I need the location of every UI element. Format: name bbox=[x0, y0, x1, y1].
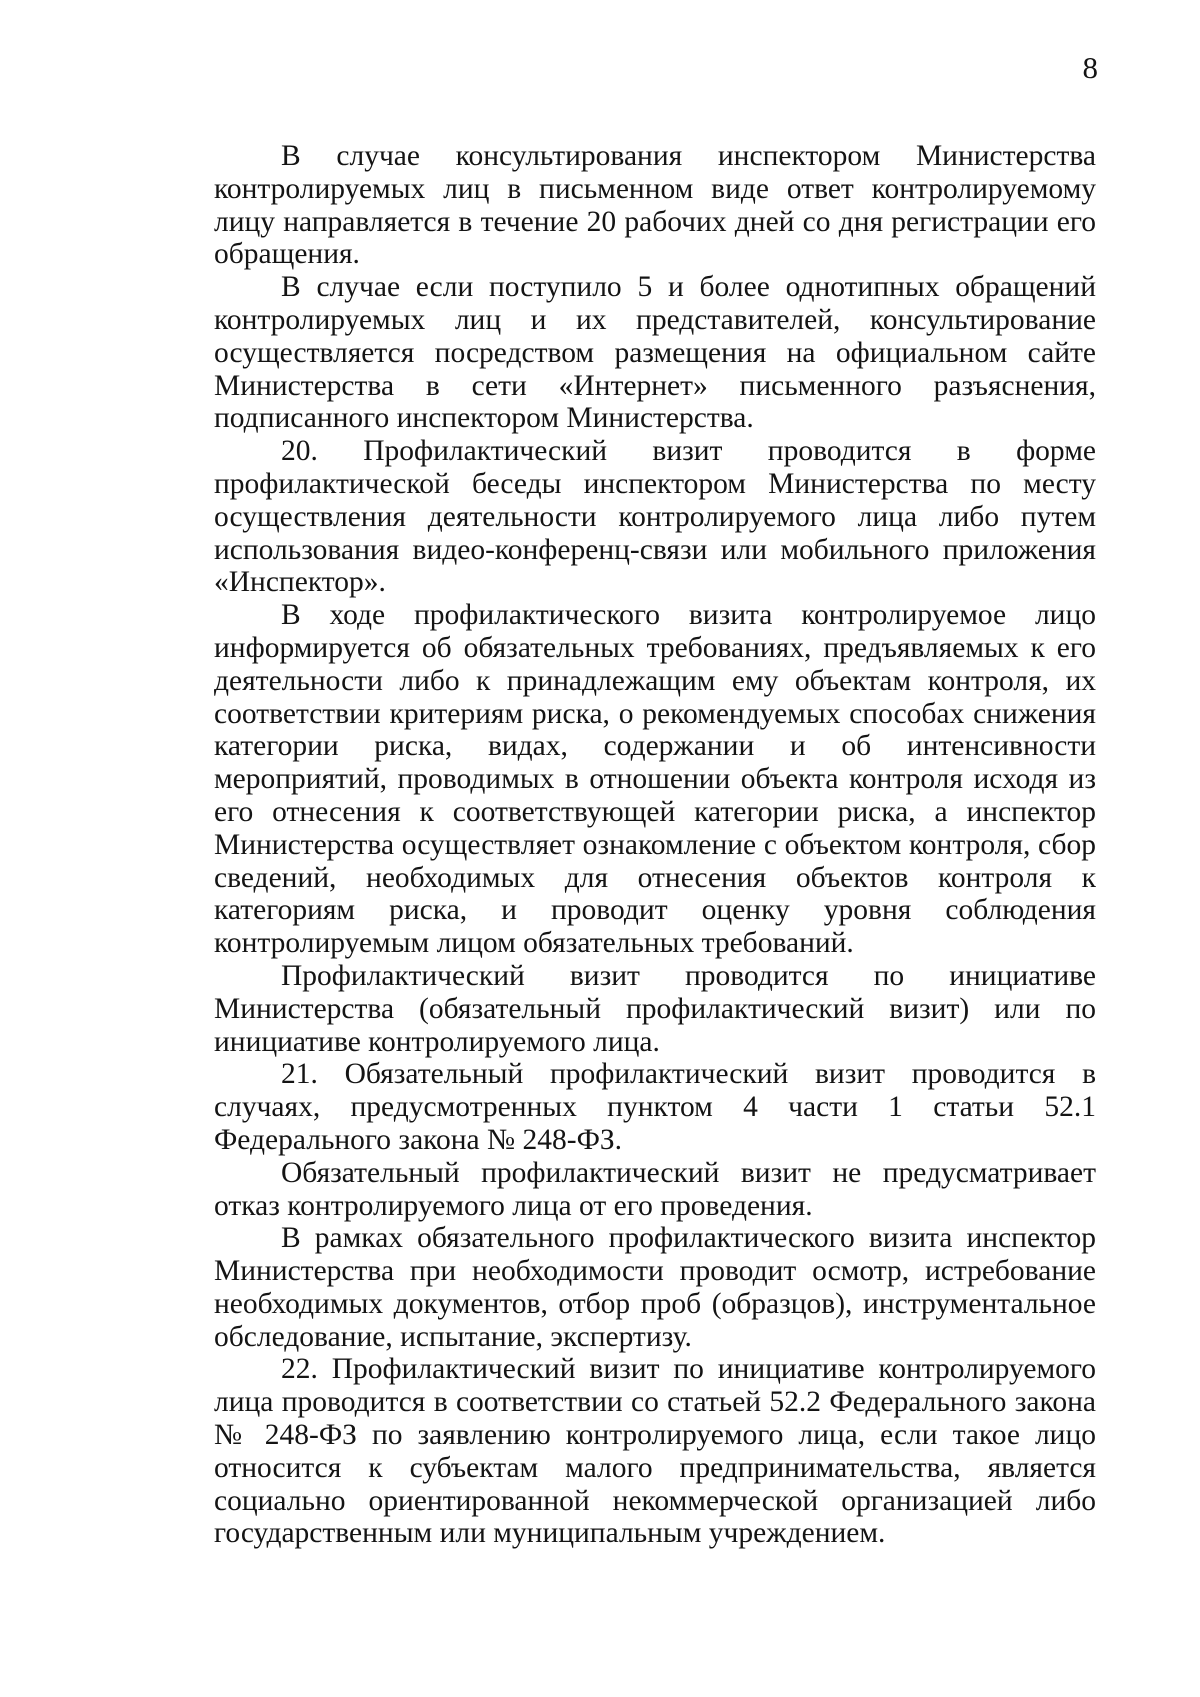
paragraph-visit-content: В ходе профилактического визита контролируемое лицо информируется об обязательных требованиях, предъявляемых к его деятельности либо к принадлежащим ему объектам контроля, их соответствии критериям риска, о рекомендуемых способах снижения категории риска, видах, содержании и об интенсивности мероприятий, проводимых в отношении объекта контроля исходя из его отнесения к соответствующей категории риска, а инспектор Министерства осуществляет ознакомление с объектом контроля, сбор сведений, необходимых для отнесения объектов контроля к категориям риска, и проводит оценку уровня соблюдения контролируемым лицом обязательных требований. bbox=[214, 599, 1096, 960]
paragraph-item-22: 22. Профилактический визит по инициативе контролируемого лица проводится в соответствии со статьей 52.2 Федерального закона № 248-ФЗ по заявлению контролируемого лица, если такое лицо относится к субъектам малого предпринимательства, является социально ориентированной некоммерческой организацией либо государственным или муниципальным учреждением. bbox=[214, 1353, 1096, 1550]
paragraph-mandatory-visit-actions: В рамках обязательного профилактического визита инспектор Министерства при необходимости проводит осмотр, истребование необходимых документов, отбор проб (образцов), инструментальное обследование, испытание, экспертизу. bbox=[214, 1222, 1096, 1353]
document-body bbox=[214, 140, 1096, 1550]
paragraph-consultation-website: В случае если поступило 5 и более однотипных обращений контролируемых лиц и их представителей, консультирование осуществляется посредством размещения на официальном сайте Министерства в сети «Интернет» письменного разъяснения, подписанного инспектором Министерства. bbox=[214, 271, 1096, 435]
paragraph-item-20: 20. Профилактический визит проводится в форме профилактической беседы инспектором Министерства по месту осуществления деятельности контролируемого лица либо путем использования видео-конференц-связи или мобильного приложения «Инспектор». bbox=[214, 435, 1096, 599]
page-number: 8 bbox=[1082, 50, 1098, 85]
paragraph-item-21: 21. Обязательный профилактический визит проводится в случаях, предусмотренных пунктом 4 части 1 статьи 52.1 Федерального закона № 248-ФЗ. bbox=[214, 1058, 1096, 1156]
paragraph-no-refusal: Обязательный профилактический визит не предусматривает отказ контролируемого лица от его проведения. bbox=[214, 1156, 1096, 1222]
paragraph-consultation-written: В случае консультирования инспектором Министерства контролируемых лиц в письменном виде ответ контролируемому лицу направляется в течение 20 рабочих дней со дня регистрации его обращения. bbox=[214, 140, 1096, 271]
paragraph-visit-initiative: Профилактический визит проводится по инициативе Министерства (обязательный профилактический визит) или по инициативе контролируемого лица. bbox=[214, 959, 1096, 1058]
